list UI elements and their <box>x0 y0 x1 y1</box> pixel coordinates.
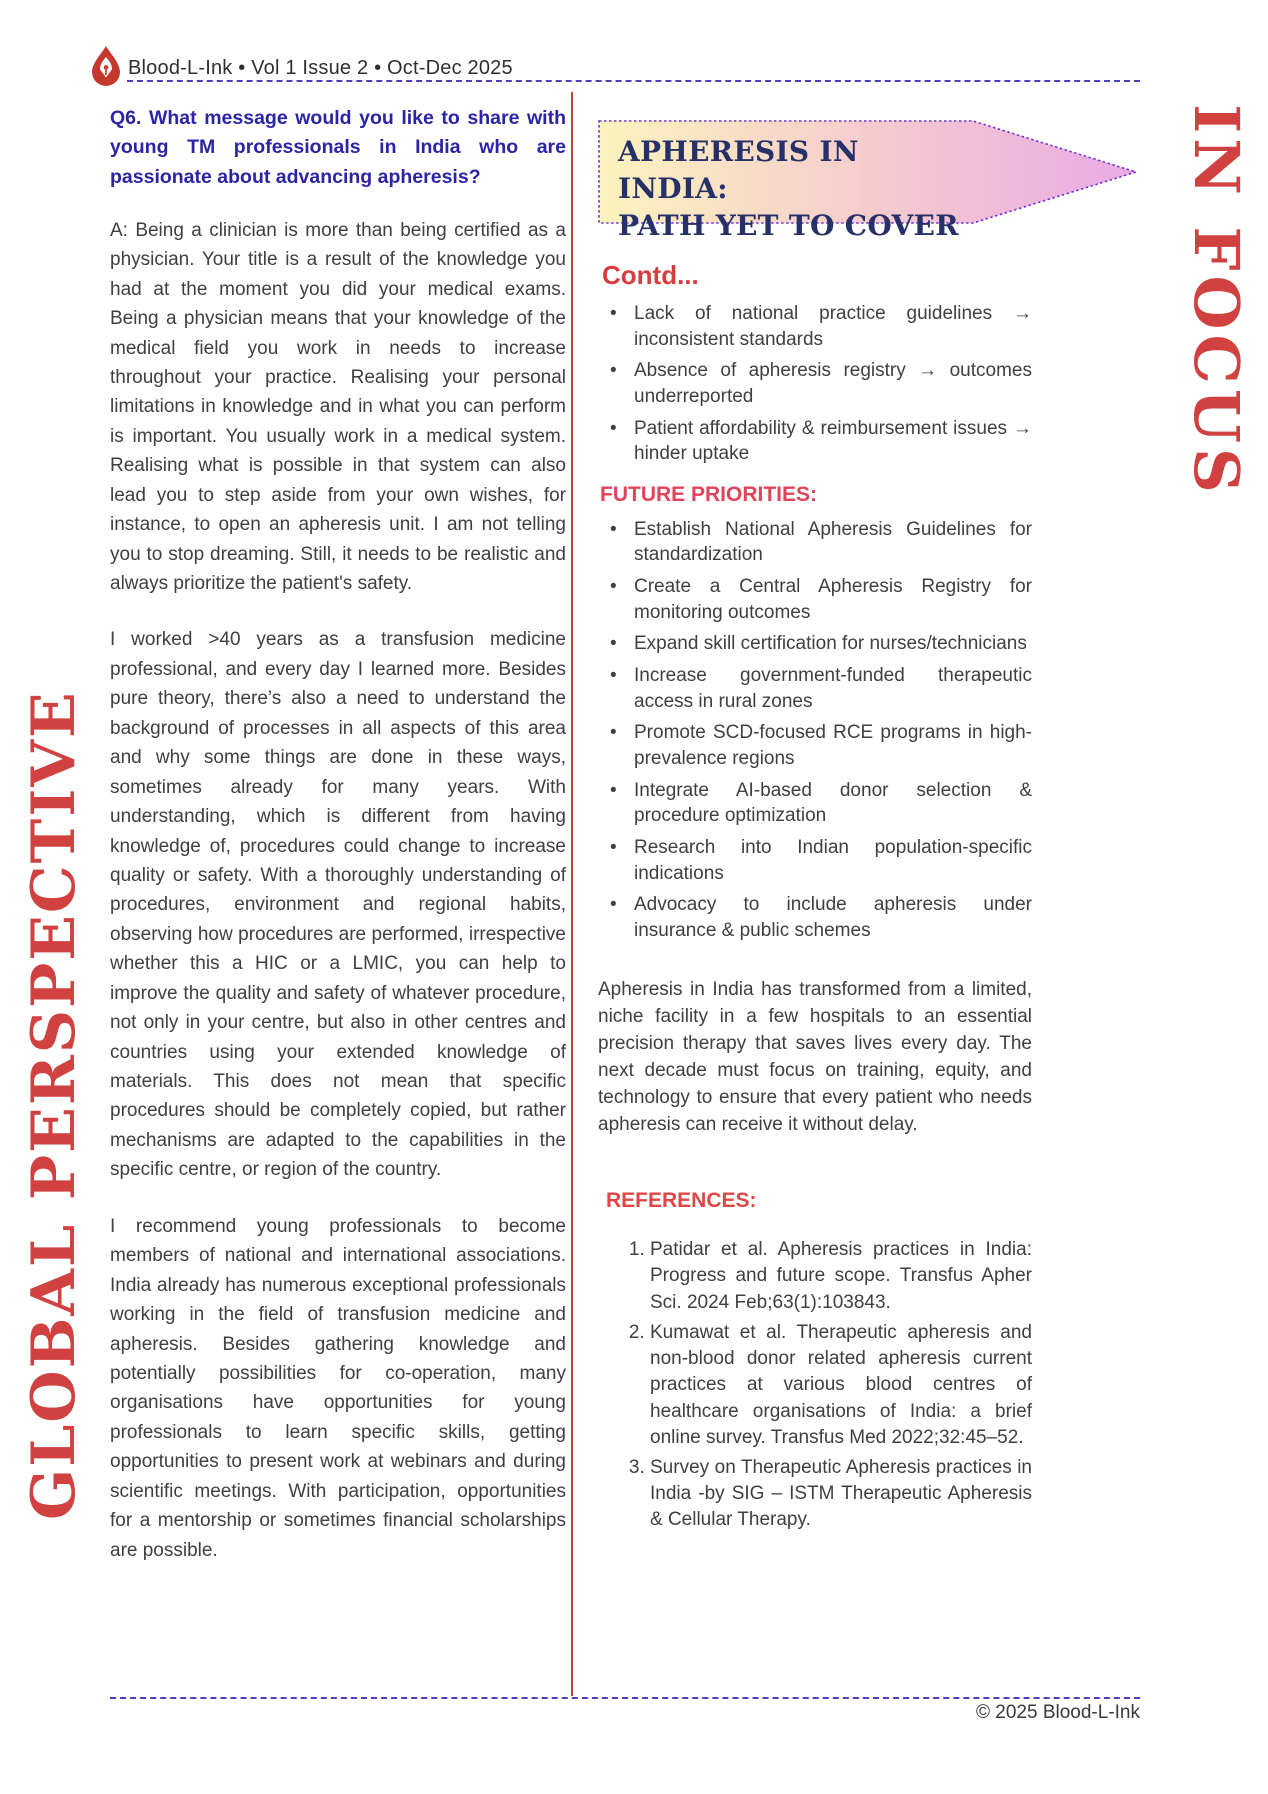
bullet-item <box>610 720 1032 771</box>
article-banner <box>598 120 1032 242</box>
references-heading: REFERENCES: <box>606 1189 757 1213</box>
bullet-dot <box>610 835 622 886</box>
bullet-text: Research into Indian population-specific indications <box>634 836 1032 884</box>
answer-paragraphs <box>110 216 566 1565</box>
answer-paragraph <box>110 625 566 1184</box>
bullet-item <box>610 517 1032 568</box>
bullet-dot <box>610 517 622 568</box>
reference-text: Survey on Therapeutic Apheresis practices in India -by SIG – ISTM Therapeutic Apheresis & Cellular Therapy. <box>650 1457 1032 1531</box>
bullet-text: Promote SCD-focused RCE programs in high-prevalence regions <box>634 722 1032 769</box>
answer-paragraph <box>110 1212 566 1565</box>
bullet-item <box>610 574 1032 625</box>
bullet-text: Expand skill certification for nurses/technicians <box>634 633 1027 655</box>
bullet-text: Advocacy to include apheresis under insurance & public schemes <box>634 894 1032 941</box>
answer-paragraph <box>110 216 566 599</box>
bullet-text: Patient affordability & reimbursement issues → hinder uptake <box>634 417 1032 465</box>
bullet-item <box>610 835 1032 886</box>
reference-text: Kumawat et al. Therapeutic apheresis and non-blood donor related apheresis current practices at various blood centres of healthcare organisations of India: a brief online survey. Transfus Med 2022;32:45–52. <box>650 1321 1032 1448</box>
references-list <box>598 1237 1032 1533</box>
contd-bullet-list <box>598 301 1032 467</box>
future-priorities-heading: FUTURE PRIORITIES: <box>600 482 818 506</box>
bullet-dot <box>610 663 622 714</box>
bullet-text: Increase government-funded therapeutic access in rural zones <box>634 665 1032 712</box>
bullet-item <box>610 416 1032 467</box>
bullet-item <box>610 663 1032 714</box>
bullet-item <box>610 301 1032 352</box>
bullet-dot <box>610 358 622 409</box>
reference-text: Patidar et al. Apheresis practices in India: Progress and future scope. Transfus Apher Sci. 2024 Feb;63(1):103843. <box>650 1239 1032 1313</box>
reference-item <box>650 1320 1032 1451</box>
bullet-dot <box>610 574 622 625</box>
future-priorities-list <box>598 517 1032 944</box>
answer-paragraph-text: A: Being a clinician is more than being certified as a physician. Your title is a result of the knowledge you had at the moment you did your medical exams. Being a physician means that your knowledge of the medical field you work in needs to increase throughout your practice. Realising your personal limitations in knowledge and in what you can perform is important. You usually work in a medical system. Realising what is possible in that system can also lead you to step aside from your own wishes, for instance, to open an apheresis unit. I am not telling you to stop dreaming. Still, it needs to be realistic and always prioritize the patient's safety. <box>110 219 566 594</box>
bullet-dot <box>610 720 622 771</box>
banner-title <box>618 134 978 245</box>
bullet-item <box>610 778 1032 829</box>
closing-paragraph: Apheresis in India has transformed from a limited, niche facility in a few hospitals to an essential precision therapy that saves lives every day. The next decade must focus on training, equity, and technology to ensure that every patient who needs apheresis can receive it without delay. <box>598 979 1032 1136</box>
question-heading: Q6. What message would you like to share with young TM professionals in India who are passionate about advancing apheresis? <box>110 107 566 188</box>
contd-heading: Contd... <box>602 260 699 290</box>
page-header <box>88 44 1148 93</box>
answer-paragraph-text: I worked >40 years as a transfusion medicine professional, and every day I learned more. Besides pure theory, there’s also a need to understand the background of processes in all aspects of this area and why some things are done in these ways, sometimes already for many years. With understanding, which is different from having knowledge of, procedures could change to increase quality or safety. With a thoroughly understanding of procedures, environment and regional habits, observing how procedures are performed, irrespective whether this a HIC or a LMIC, you can help to improve the quality and safety of whatever procedure, not only in your centre, but also in other centres and countries using your extended knowledge of materials. This does not mean that specific procedures should be completely copied, but rather mechanisms are adapted to the capabilities in the specific centre, or region of the country. <box>110 629 566 1181</box>
column-divider-line <box>571 92 573 1696</box>
answer-paragraph-text: I recommend young professionals to become members of national and international associations. India already has numerous exceptional professionals working in the field of transfusion medicine and apheresis. Besides gathering knowledge and potentially possibilities for co-operation, many organisations have opportunities for young professionals to learn specific skills, getting opportunities to present work at webinars and during scientific meetings. With participation, opportunities for a mentorship or sometimes financial scholarships are possible. <box>110 1215 566 1561</box>
bullet-dot <box>610 778 622 829</box>
bullet-text: Integrate AI-based donor selection & procedure optimization <box>634 779 1032 827</box>
interview-column <box>110 104 566 1565</box>
bullet-dot <box>610 416 622 467</box>
reference-item <box>650 1455 1032 1534</box>
bullet-text: Establish National Apheresis Guidelines for standardization <box>634 518 1032 566</box>
bullet-dot <box>610 892 622 943</box>
bullet-text: Absence of apheresis registry → outcomes underreported <box>634 360 1032 407</box>
banner-title-line2: PATH YET TO COVER <box>618 208 959 242</box>
section-rail-global-perspective: GLOBAL PERSPECTIVE <box>19 690 89 1520</box>
bullet-text: Lack of national practice guidelines → inconsistent standards <box>634 303 1032 350</box>
reference-item <box>650 1237 1032 1316</box>
bullet-dot <box>610 301 622 352</box>
banner-title-line1: APHERESIS IN INDIA: <box>618 135 859 205</box>
bullet-text: Create a Central Apheresis Registry for monitoring outcomes <box>634 576 1032 623</box>
bullet-item <box>610 358 1032 409</box>
in-focus-column <box>598 100 1032 1538</box>
blood-drop-logo-icon <box>88 44 124 93</box>
header-divider-line <box>127 80 1140 82</box>
bullet-dot <box>610 631 622 657</box>
newsletter-masthead: Blood-L-Ink • Vol 1 Issue 2 • Oct-Dec 2025 <box>128 57 513 79</box>
footer-divider-line <box>110 1697 1140 1699</box>
copyright-notice: © 2025 Blood-L-Ink <box>976 1702 1140 1723</box>
bullet-item <box>610 892 1032 943</box>
section-rail-in-focus: IN FOCUS <box>1180 104 1253 498</box>
bullet-item <box>610 631 1032 657</box>
